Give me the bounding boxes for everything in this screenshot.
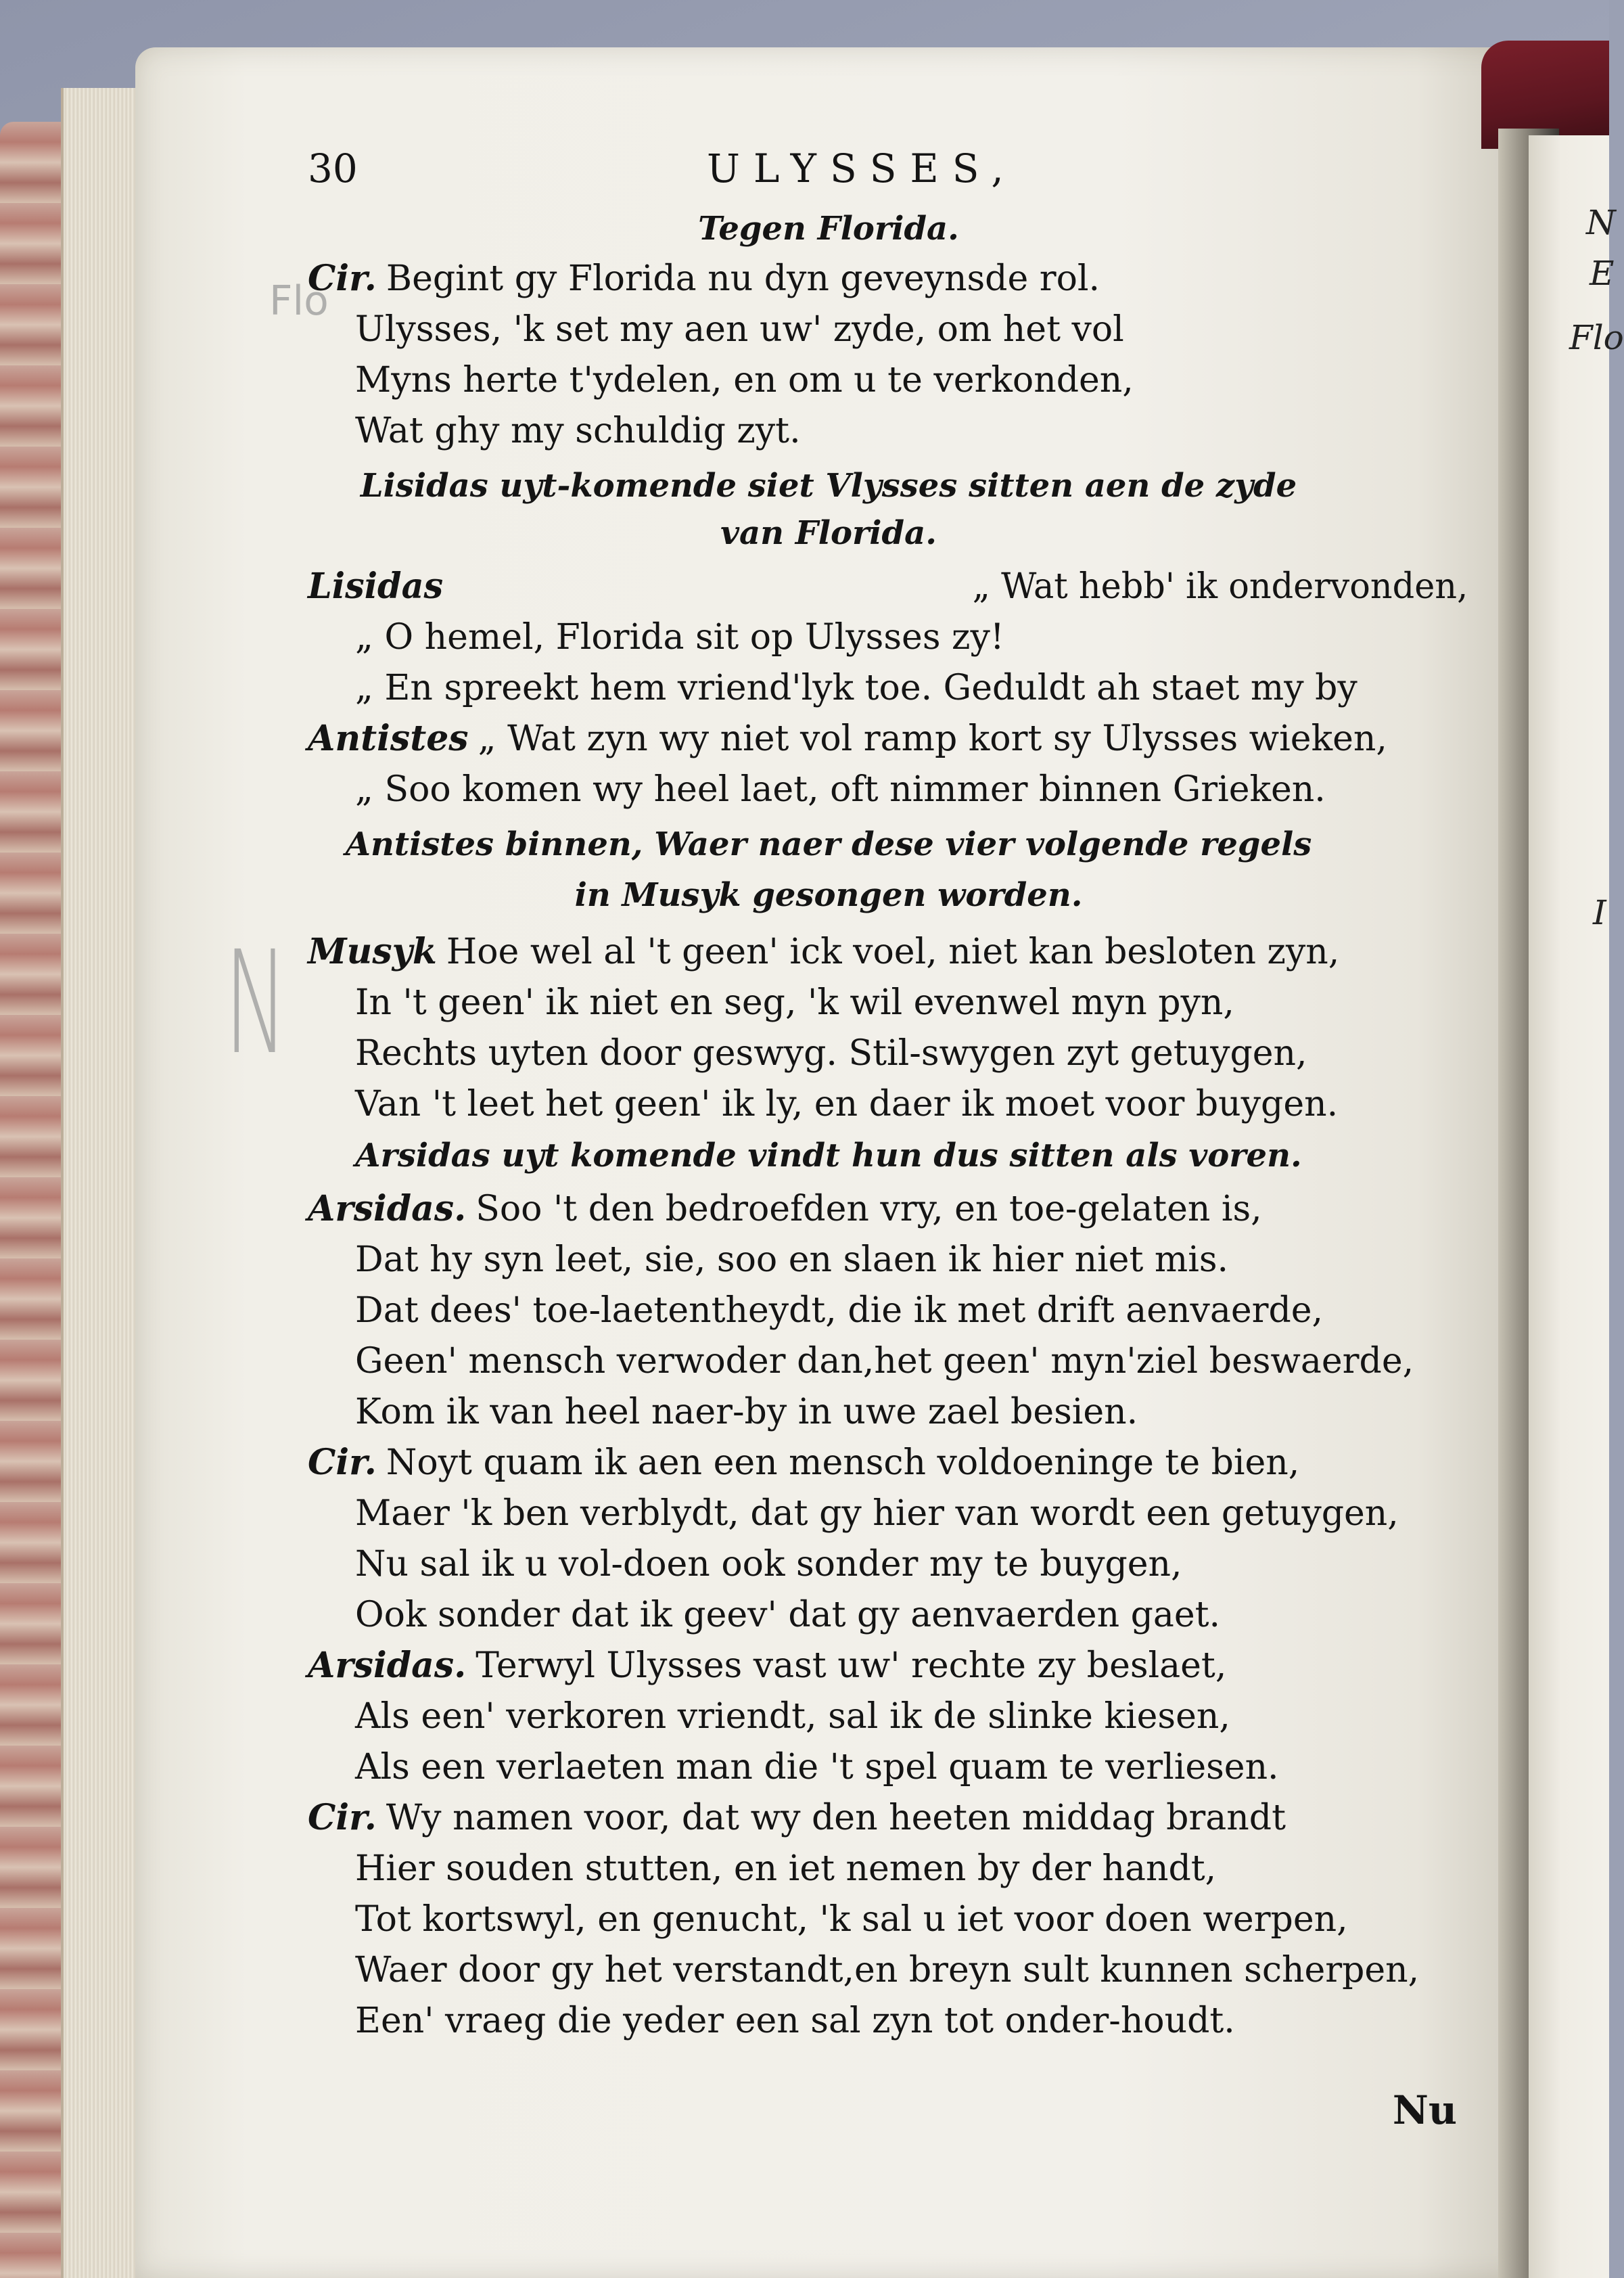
verse-line — [355, 1289, 1323, 1332]
verse-line — [355, 1492, 1399, 1535]
verse-line — [355, 1898, 1348, 1941]
verse-text: Terwyl Ulysses vast uw' rechte zy beslaet, — [475, 1645, 1227, 1686]
verse-line — [355, 1390, 1138, 1434]
verse-text: Dat dees' toe-laetentheydt, die ik met drift aenvaerde, — [355, 1290, 1324, 1331]
verse-line — [355, 1340, 1414, 1383]
verse-text: Ulysses, 'k set my aen uw' zyde, om het vol — [355, 309, 1124, 350]
speaker-name: Lisidas — [308, 566, 444, 607]
verse-line — [308, 1187, 1262, 1231]
stage-direction-text: Lisidas uyt-komende siet Vlysses sitten aen de zyde — [360, 467, 1297, 505]
verse-text: Maer 'k ben verblydt, dat gy hier van wordt een getuygen, — [355, 1493, 1399, 1534]
verse-line — [308, 1796, 1286, 1840]
verse-line — [355, 1847, 1216, 1890]
verse-text: Kom ik van heel naer-by in uwe zael besien. — [355, 1392, 1138, 1432]
stage-direction — [361, 467, 1297, 505]
right-page-fragment: I — [1593, 893, 1606, 932]
verse-text: Hier souden stutten, en iet nemen by der handt, — [355, 1848, 1217, 1889]
verse-line — [308, 1441, 1299, 1484]
verse-text: Waer door gy het verstandt,en breyn sult kunnen scherpen, — [355, 1950, 1420, 1990]
verse-text: Van 't leet het geen' ik ly, en daer ik moet voor buygen. — [355, 1084, 1339, 1124]
verse-line — [355, 1543, 1182, 1586]
verse-text: Noyt quam ik aen een mensch voldoeninge te bien, — [386, 1442, 1300, 1483]
verse-line — [355, 1238, 1228, 1281]
verse-text: Dat hy syn leet, sie, soo en slaen ik hier niet mis. — [355, 1239, 1229, 1280]
verse-line — [355, 359, 1134, 402]
verse-line — [308, 717, 1387, 760]
verse-line — [308, 565, 1468, 608]
catchword: Nu — [1392, 2087, 1457, 2133]
stage-direction-text: Antistes binnen, Waer naer dese vier volgende regels — [345, 825, 1312, 863]
page-number: 30 — [308, 145, 358, 191]
verse-text: „ O hemel, Florida sit op Ulysses zy! — [355, 617, 1004, 658]
verse-text: Als een verlaeten man die 't spel quam te verliesen. — [355, 1747, 1279, 1787]
verse-line — [355, 1695, 1230, 1738]
verse-text: Hoe wel al 't geen' ick voel, niet kan besloten zyn, — [446, 932, 1340, 972]
verse-text: Wy namen voor, dat wy den heeten middag brandt — [386, 1798, 1286, 1838]
stage-direction — [698, 210, 959, 248]
verse-line — [355, 616, 1004, 659]
verse-line — [308, 930, 1339, 974]
stage-direction-text: Tegen Florida. — [698, 210, 959, 248]
verse-text: Begint gy Florida nu dyn geveynsde rol. — [386, 258, 1100, 299]
verse-text: Tot kortswyl, en genucht, 'k sal u iet voor doen werpen, — [355, 1899, 1348, 1940]
verse-text: Een' vraeg die yeder een sal zyn tot onder-houdt. — [355, 2001, 1235, 2041]
verse-text: Ook sonder dat ik geev' dat gy aenvaerden gaet. — [355, 1595, 1221, 1635]
verse-text: Als een' verkoren vriendt, sal ik de slinke kiesen, — [355, 1696, 1230, 1737]
stage-direction — [346, 825, 1312, 863]
page-title: ULYSSES, — [707, 145, 1017, 191]
verse-line — [355, 1032, 1307, 1075]
verse-line — [355, 1999, 1235, 2043]
speaker-name: Musyk — [308, 931, 437, 972]
verse-line — [355, 981, 1234, 1024]
verse-text: „ Soo komen wy heel laet, oft nimmer binnen Grieken. — [355, 769, 1326, 810]
verse-text: Wat ghy my schuldig zyt. — [355, 411, 801, 451]
right-page-fragment: E — [1590, 254, 1615, 293]
right-page-fragment: Flo — [1569, 318, 1624, 357]
verse-text: Myns herte t'ydelen, en om u te verkonden, — [355, 360, 1134, 401]
pencil-marginalia: Flo — [269, 277, 329, 325]
verse-line — [355, 1746, 1279, 1789]
verse-text: „ Wat hebb' ik ondervonden, — [972, 566, 1468, 607]
verse-text: Soo 't den bedroefden vry, en toe-gelaten is, — [475, 1189, 1262, 1229]
verse-text: Nu sal ik u vol-doen ook sonder my te buygen, — [355, 1544, 1182, 1585]
stage-direction — [720, 514, 937, 552]
speaker-name: Arsidas. — [308, 1188, 467, 1229]
verse-text: Rechts uyten door geswyg. Stil-swygen zyt getuygen, — [355, 1033, 1307, 1074]
verse-line — [355, 1083, 1338, 1126]
right-page-fragment: N — [1586, 203, 1616, 242]
speaker-name: Cir. — [308, 1442, 377, 1483]
stage-direction — [355, 1137, 1301, 1175]
verse-line — [308, 1644, 1226, 1687]
verse-text: „ En spreekt hem vriend'lyk toe. Geduldt ah staet my by — [355, 668, 1358, 708]
stage-direction-text: van Florida. — [720, 514, 937, 552]
verse-line — [355, 308, 1124, 351]
stage-direction-text: Arsidas uyt komende vindt hun dus sitten als voren. — [355, 1137, 1302, 1175]
speaker-name: Cir. — [308, 1797, 377, 1838]
verse-text: Geen' mensch verwoder dan,het geen' myn'ziel beswaerde, — [355, 1341, 1414, 1382]
stage-direction — [575, 876, 1083, 914]
speaker-name: Cir. — [308, 258, 377, 299]
verse-line — [355, 768, 1326, 811]
verse-text: In 't geen' ik niet en seg, 'k wil evenwel myn pyn, — [355, 982, 1234, 1023]
verse-line — [355, 1593, 1220, 1637]
speaker-name: Arsidas. — [308, 1645, 467, 1686]
stage-direction-text: in Musyk gesongen worden. — [574, 876, 1083, 914]
verse-line — [355, 409, 801, 453]
verse-line — [355, 1949, 1419, 1992]
verse-line — [355, 666, 1358, 710]
running-head — [308, 145, 1458, 200]
pencil-marginalia-large: N — [224, 920, 288, 1086]
verse-line — [308, 257, 1100, 300]
speaker-name: Antistes — [308, 718, 469, 759]
verse-text: „ Wat zyn wy niet vol ramp kort sy Ulysses wieken, — [478, 719, 1387, 759]
